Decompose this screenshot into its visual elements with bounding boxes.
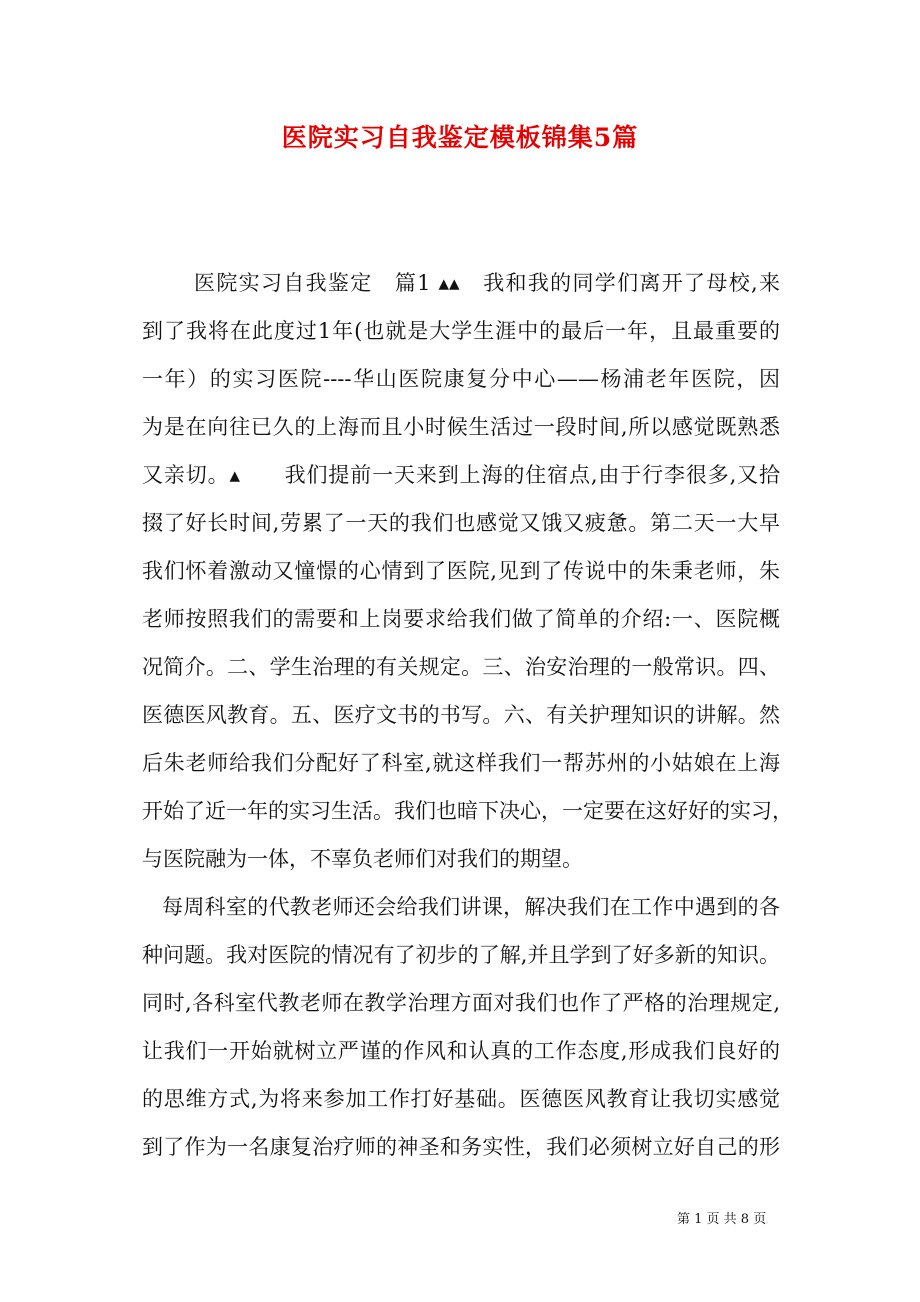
text-line: 与医院融为一体，不辜负老师们对我们的期望。 (142, 847, 583, 871)
page-number: 第 1 页 共 8 页 (677, 1212, 767, 1227)
text-line: 后朱老师给我们分配好了科室,就这样我们一帮苏州的小姑娘在上海 (142, 751, 780, 775)
text-line: 种问题。我对医院的情况有了初步的了解,并且学到了好多新的知识。 (142, 943, 780, 967)
paragraph-2 (142, 888, 780, 1176)
text-line: 医德医风教育。五、医疗文书的书写。六、有关护理知识的讲解。然 (142, 703, 780, 727)
text-line: 的思维方式,为将来参加工作打好基础。医德医风教育让我切实感觉 (142, 1087, 780, 1111)
text-line: 同时,各科室代教老师在教学治理方面对我们也作了严格的治理规定, (142, 991, 780, 1015)
text-line: 掇了好长时间,劳累了一天的我们也感觉又饿又疲惫。第二天一大早 (142, 511, 780, 535)
paragraph-1 (142, 264, 793, 888)
document-title: 医院实习自我鉴定模板锦集5篇 (281, 123, 639, 152)
text-line: 为是在向往已久的上海而且小时候生活过一段时间,所以感觉既熟悉 (142, 415, 780, 439)
text-line: 一年）的实习医院----华山医院康复分中心——杨浦老年医院，因 (142, 367, 780, 391)
text-line: 让我们一开始就树立严谨的作风和认真的工作态度,形成我们良好的 (142, 1039, 780, 1063)
text-line: 老师按照我们的需要和上岗要求给我们做了简单的介绍:一、医院概 (142, 607, 780, 631)
text-line: 我们怀着激动又憧憬的心情到了医院,见到了传说中的朱秉老师，朱 (142, 559, 780, 583)
text-line: 到了作为一名康复治疗师的神圣和务实性，我们必须树立好自己的形 (142, 1135, 780, 1159)
text-line: 开始了近一年的实习生活。我们也暗下决心，一定要在这好好的实习， (142, 799, 793, 823)
text-line: 况简介。二、学生治理的有关规定。三、治安治理的一般常识。四、 (142, 655, 780, 679)
text-line: 医院实习自我鉴定 篇1 ▴▴ 我和我的同学们离开了母校,来 (194, 271, 780, 295)
text-line: 又亲切。▴ 我们提前一天来到上海的住宿点,由于行李很多,又拾 (142, 463, 780, 487)
document-body (142, 264, 793, 1176)
text-line: 到了我将在此度过1年(也就是大学生涯中的最后一年，且最重要的 (142, 319, 780, 343)
text-line: 每周科室的代教老师还会给我们讲课，解决我们在工作中遇到的各 (162, 895, 780, 919)
